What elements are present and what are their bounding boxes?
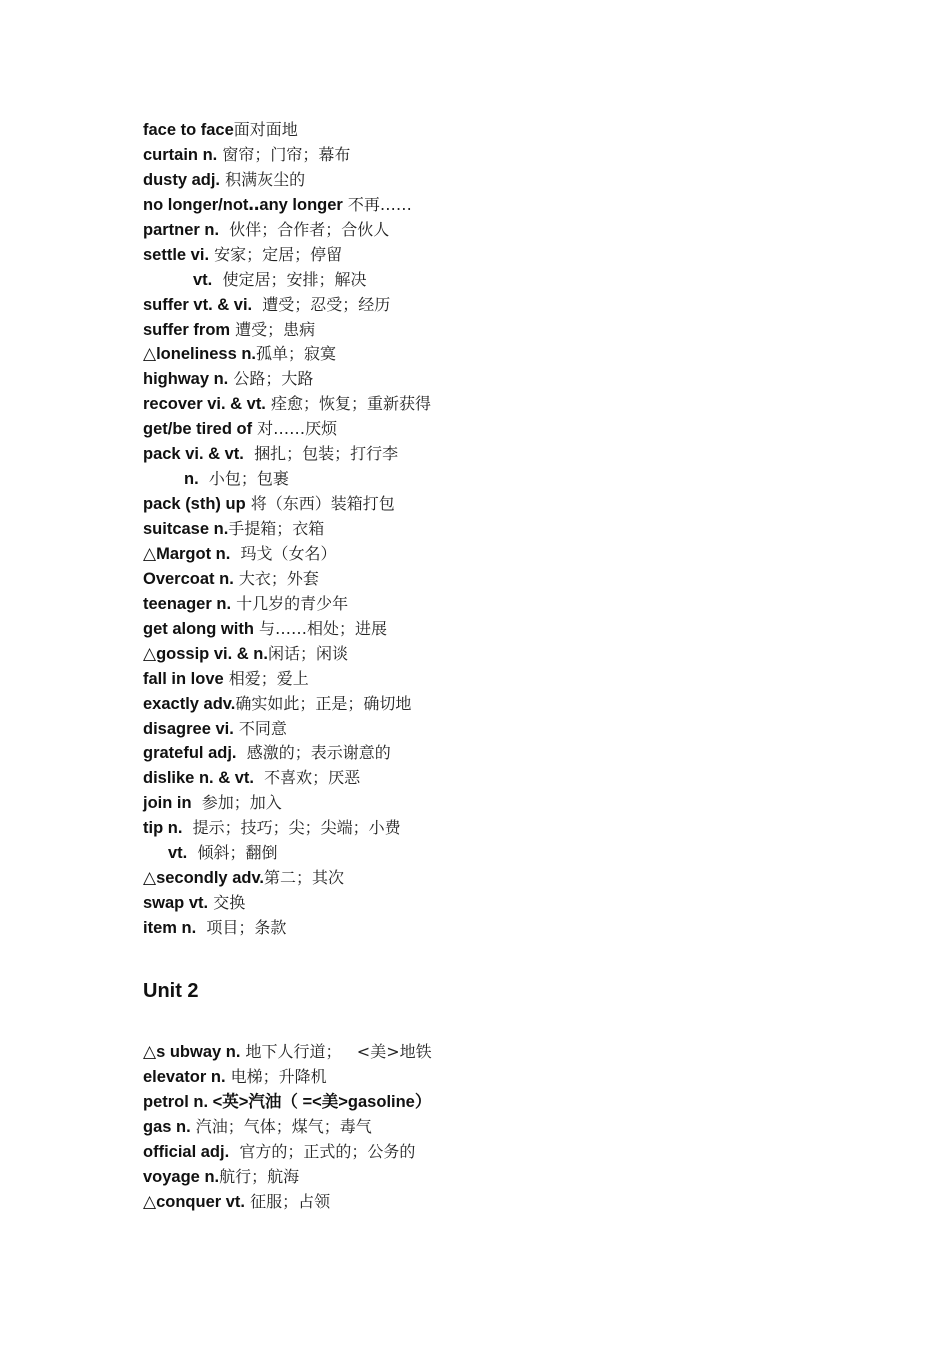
- definition: 征服；占领: [245, 1191, 331, 1211]
- definition: 汽油；气体；煤气；毒气: [190, 1116, 372, 1136]
- vocab-entry: [143, 1190, 432, 1215]
- headword: highway n.: [143, 370, 229, 389]
- definition: 官方的；正式的；公务的: [229, 1141, 416, 1161]
- definition: 大衣；外套: [233, 568, 319, 588]
- definition: 公路；大路: [228, 369, 314, 389]
- headword: fall in love: [143, 669, 224, 688]
- vocab-entry: [143, 567, 431, 592]
- vocab-entry: [143, 268, 431, 293]
- headword: teenager n.: [143, 594, 232, 613]
- headword: item n.: [143, 919, 197, 937]
- headword: get along with: [143, 619, 254, 638]
- definition: 将（东西）装箱打包: [245, 494, 395, 514]
- headword: vt.: [193, 270, 213, 289]
- vocab-entry: [143, 1140, 432, 1165]
- definition: 地下人行道； <美>地铁: [240, 1042, 432, 1061]
- definition: 小包；包裹: [198, 469, 289, 489]
- definition: 参加；加入: [191, 793, 282, 813]
- vocab-entry: [143, 667, 431, 692]
- headword: s ubway n.: [156, 1043, 241, 1061]
- headword: Overcoat n.: [143, 569, 234, 588]
- vocab-entry: [143, 692, 431, 717]
- headword: n.: [184, 470, 199, 489]
- key-word-marker: △: [143, 543, 157, 564]
- definition: 不再……: [342, 194, 412, 214]
- headword: suffer vt. & vi.: [143, 295, 253, 314]
- vocab-entry: [143, 542, 431, 567]
- vocab-entry: [143, 492, 431, 517]
- vocab-entry: [143, 467, 431, 492]
- headword: pack (sth) up: [143, 495, 246, 514]
- headword: grateful adj.: [143, 744, 237, 763]
- vocab-entry: [143, 293, 431, 318]
- headword: suitcase n.: [143, 520, 229, 538]
- vocab-entry: [143, 442, 431, 467]
- definition: 积满灰尘的: [220, 169, 306, 189]
- definition: 闲话；闲谈: [267, 643, 348, 663]
- headword: recover vi. & vt.: [143, 395, 266, 414]
- vocab-entry: [143, 766, 431, 791]
- definition: 窗帘；门帘；幕布: [217, 144, 351, 164]
- vocab-entry: [143, 1065, 432, 1090]
- headword: suffer from: [143, 320, 231, 339]
- headword: voyage n.: [143, 1167, 220, 1186]
- definition: 玛戈（女名）: [230, 543, 337, 563]
- vocab-entry: [143, 367, 431, 392]
- vocab-entry: [143, 168, 431, 193]
- headword: disagree vi.: [143, 719, 234, 738]
- definition: 遭受；患病: [230, 319, 316, 339]
- vocab-entry: [143, 916, 431, 941]
- definition: 面对面地: [233, 120, 298, 139]
- definition: 对……厌烦: [252, 419, 338, 439]
- headword: conquer vt.: [156, 1192, 246, 1211]
- key-word-marker: △: [143, 643, 157, 664]
- vocab-entry: [143, 717, 431, 742]
- definition: 倾斜；翻倒: [187, 843, 278, 863]
- vocab-entry: [143, 1115, 432, 1140]
- definition: 孤单；寂寞: [256, 344, 337, 364]
- vocab-entry: [143, 118, 431, 143]
- vocab-entry: [143, 243, 431, 268]
- vocab-entry: [143, 841, 431, 866]
- headword: gas n.: [143, 1117, 191, 1136]
- definition: 与……相处；进展: [253, 618, 388, 638]
- definition: 痊愈；恢复；重新获得: [265, 394, 431, 414]
- vocab-entry: [143, 1165, 432, 1190]
- vocab-entry: [143, 517, 431, 542]
- vocab-entry: [143, 791, 431, 816]
- headword: Margot n.: [156, 544, 231, 563]
- headword: elevator n.: [143, 1067, 226, 1086]
- unit-heading: Unit 2: [143, 980, 199, 1002]
- vocab-entry: [143, 741, 431, 766]
- headword: dislike n. & vt.: [143, 769, 254, 788]
- headword: no longer/not‥any longer: [143, 195, 343, 214]
- definition: 不同意: [233, 718, 287, 738]
- headword: curtain n.: [143, 145, 218, 164]
- definition: 手提箱；衣箱: [228, 519, 325, 538]
- headword: join in: [143, 794, 192, 813]
- key-word-marker: △: [143, 344, 157, 365]
- headword: vt.: [168, 844, 188, 863]
- definition: 航行；航海: [219, 1166, 300, 1186]
- headword: official adj.: [143, 1142, 230, 1161]
- vocab-entry: [143, 143, 431, 168]
- definition: 相爱；爱上: [223, 668, 309, 688]
- headword: tip n.: [143, 819, 183, 838]
- definition: 十几岁的青少年: [231, 593, 349, 613]
- headword: petrol n. <英>汽油（ =<美>gasoline）: [143, 1092, 432, 1111]
- definition: 电梯；升降机: [225, 1066, 327, 1086]
- vocab-entry: [143, 417, 431, 442]
- definition: 伙伴；合作者；合伙人: [219, 219, 390, 239]
- headword: get/be tired of: [143, 420, 253, 439]
- vocab-entry: [143, 1090, 432, 1115]
- vocab-entry: [143, 218, 431, 243]
- key-word-marker: △: [143, 1042, 157, 1062]
- headword: face to face: [143, 121, 234, 139]
- vocab-list-unit-1: [143, 118, 431, 941]
- definition: 捆扎；包装；打行李: [243, 444, 399, 464]
- definition: 项目；条款: [196, 918, 287, 937]
- headword: exactly adv.: [143, 694, 236, 713]
- vocab-entry: [143, 816, 431, 841]
- key-word-marker: △: [143, 1191, 157, 1212]
- vocab-entry: [143, 891, 431, 916]
- vocab-list-unit-2: [143, 1040, 432, 1215]
- definition: 第二；其次: [263, 868, 344, 888]
- definition: 感激的；表示谢意的: [236, 743, 391, 763]
- vocab-entry: [143, 342, 431, 367]
- headword: settle vi.: [143, 245, 210, 264]
- key-word-marker: △: [143, 868, 157, 889]
- headword: swap vt.: [143, 894, 209, 913]
- definition: 不喜欢；厌恶: [253, 768, 361, 788]
- definition: 确实如此；正是；确切地: [235, 693, 412, 713]
- headword: gossip vi. & n.: [156, 644, 268, 663]
- vocab-entry: [143, 193, 431, 218]
- vocab-entry: [143, 617, 431, 642]
- definition: 使定居；安排；解决: [212, 269, 367, 289]
- vocab-entry: [143, 392, 431, 417]
- definition: 交换: [208, 893, 246, 913]
- definition: 遭受；忍受；经历: [252, 294, 391, 314]
- headword: partner n.: [143, 220, 220, 239]
- vocab-entry: [143, 318, 431, 343]
- vocab-entry: [143, 866, 431, 891]
- definition: 安家；定居；停留: [209, 244, 343, 264]
- headword: dusty adj.: [143, 170, 221, 189]
- definition: 提示；技巧；尖；尖端；小费: [182, 818, 401, 838]
- headword: loneliness n.: [156, 345, 257, 364]
- vocab-entry: [143, 592, 431, 617]
- vocab-entry: [143, 642, 431, 667]
- vocab-entry: [143, 1040, 432, 1065]
- headword: pack vi. & vt.: [143, 445, 244, 464]
- headword: secondly adv.: [156, 869, 264, 888]
